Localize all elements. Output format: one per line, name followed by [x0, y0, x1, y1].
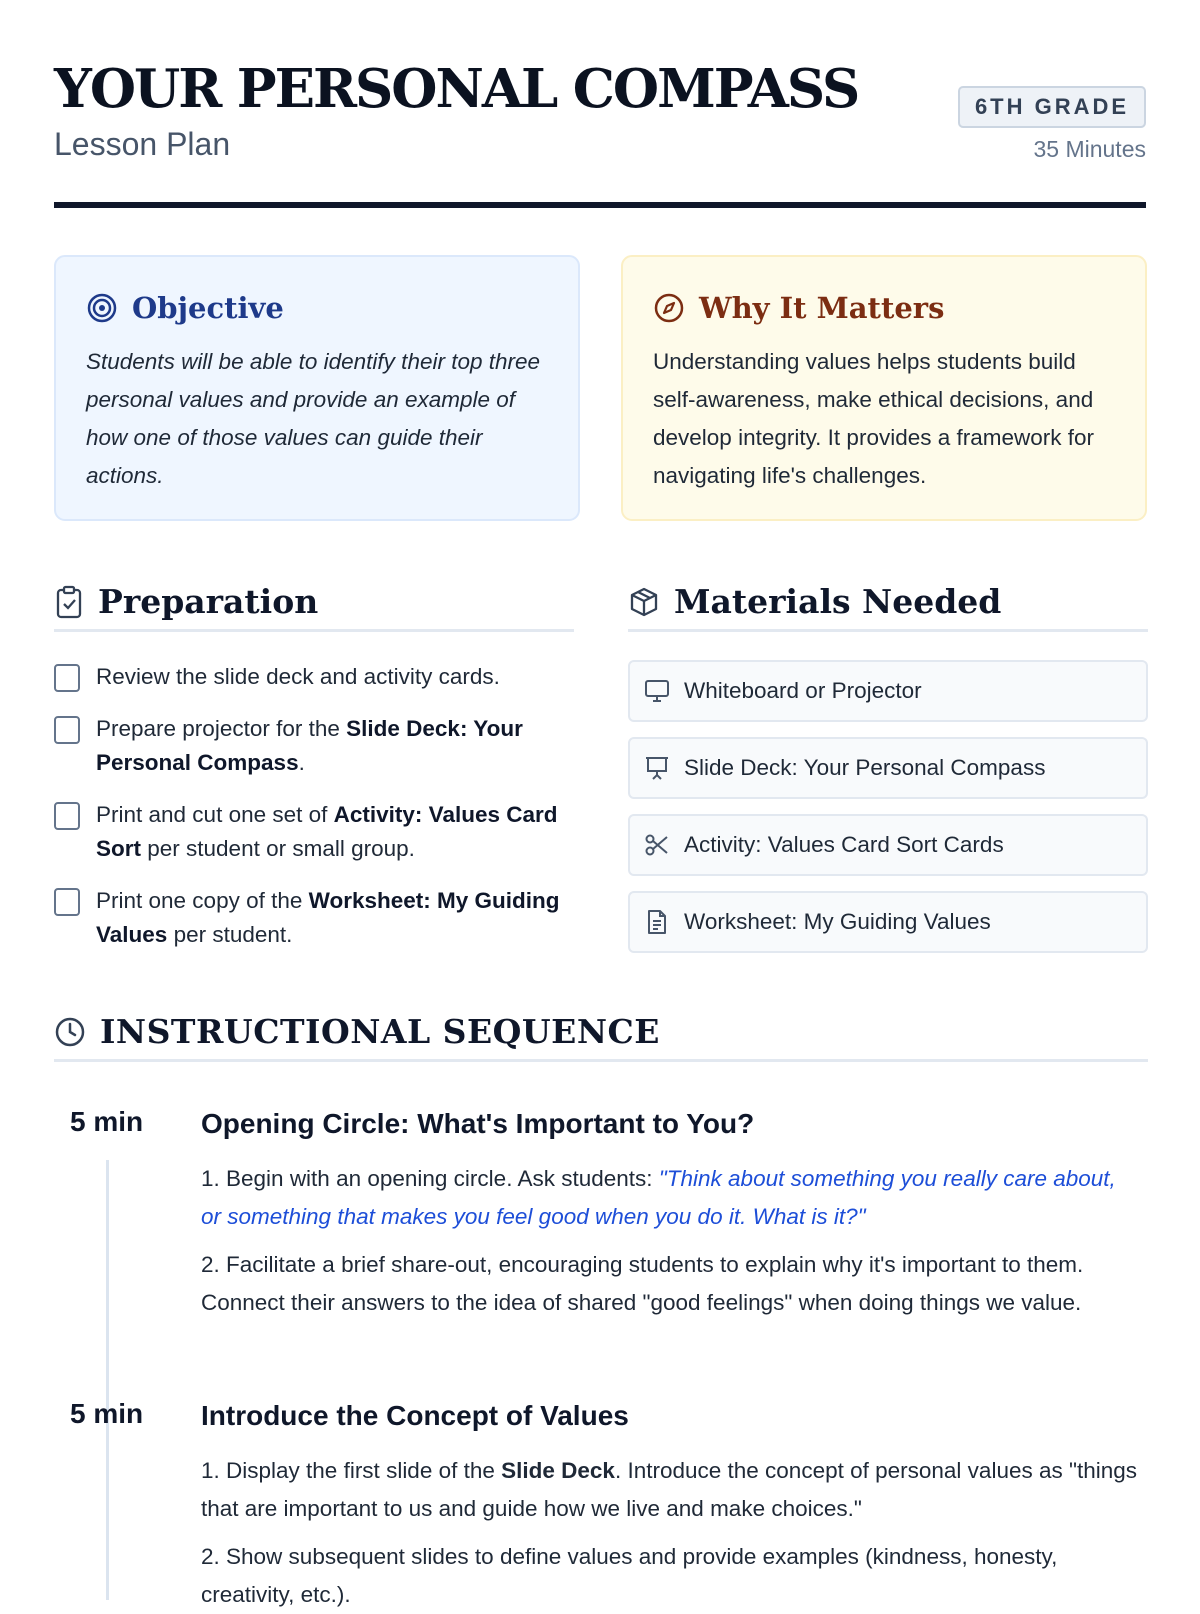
- page-title: YOUR PERSONAL COMPASS: [54, 58, 859, 120]
- prep-item: [54, 884, 574, 952]
- duration-label: 35 Minutes: [1033, 136, 1146, 162]
- why-text: Understanding values helps students build self-awareness, make ethical decisions, and develop integrity. It provides a framework for navigating life's challenges.: [653, 349, 1095, 488]
- document-icon: [644, 909, 670, 935]
- step-paragraph: 1. Display the first slide of the Slide Deck. Introduce the concept of personal values as "things that are important to us and guide how we live and make choices.": [201, 1458, 1138, 1521]
- checkbox[interactable]: [54, 888, 80, 916]
- objective-card: [54, 255, 580, 521]
- material-item: [628, 737, 1148, 799]
- preparation-list: [54, 660, 574, 970]
- prep-item-text: Print one copy of the Worksheet: My Guiding Values per student.: [96, 888, 560, 947]
- prep-item: [54, 660, 574, 694]
- why-it-matters-card: [621, 255, 1147, 521]
- material-item: [628, 660, 1148, 722]
- materials-heading: [628, 574, 1148, 632]
- step-paragraph: 2. Show subsequent slides to define values and provide examples (kindness, honesty, creativity, etc.).: [201, 1544, 1058, 1607]
- material-label: Whiteboard or Projector: [684, 678, 922, 703]
- step-duration: 5 min: [70, 1398, 144, 1429]
- checkbox[interactable]: [54, 716, 80, 744]
- step-title: Introduce the Concept of Values: [201, 1400, 629, 1431]
- material-label: Activity: Values Card Sort Cards: [684, 832, 1004, 857]
- material-label: Worksheet: My Guiding Values: [684, 909, 991, 934]
- step-title: Opening Circle: What's Important to You?: [201, 1108, 755, 1139]
- checkbox[interactable]: [54, 802, 80, 830]
- objective-text: Students will be able to identify their top three personal values and provide an example of how one of those values can guide their actions.: [86, 349, 541, 488]
- materials-list: [628, 660, 1148, 968]
- step-paragraph: 2. Facilitate a brief share-out, encouraging students to explain why it's important to them. Connect their answers to the idea of shared "good feelings" when doing things we value.: [201, 1252, 1084, 1315]
- presentation-icon: [644, 755, 670, 781]
- compass-icon: [653, 292, 685, 324]
- objective-title: Objective: [132, 291, 284, 325]
- box-icon: [628, 586, 660, 618]
- page-subtitle: Lesson Plan: [54, 126, 231, 162]
- preparation-heading: [54, 574, 574, 632]
- step-paragraph: 1. Begin with an opening circle. Ask students: "Think about something you really care about, or something that makes you feel good when you do it. What is it?": [201, 1166, 1116, 1229]
- materials-title: Materials Needed: [674, 582, 1002, 621]
- material-item: [628, 814, 1148, 876]
- preparation-title: Preparation: [98, 582, 319, 621]
- material-item: [628, 891, 1148, 953]
- sequence-heading: [54, 1004, 1148, 1062]
- material-label: Slide Deck: Your Personal Compass: [684, 755, 1046, 780]
- sequence-title: INSTRUCTIONAL SEQUENCE: [100, 1012, 660, 1051]
- why-title: Why It Matters: [699, 291, 945, 325]
- prep-item-text: Prepare projector for the Slide Deck: Your Personal Compass.: [96, 716, 523, 775]
- checkbox[interactable]: [54, 664, 80, 692]
- step-quote: "Think about something you really care about, or something that makes you feel good when you do it. What is it?": [201, 1166, 1116, 1229]
- target-icon: [86, 292, 118, 324]
- monitor-icon: [644, 678, 670, 704]
- prep-item-text: Print and cut one set of Activity: Values Card Sort per student or small group.: [96, 802, 558, 861]
- clock-icon: [54, 1016, 86, 1048]
- timeline-line: [106, 1160, 109, 1600]
- clipboard-check-icon: [54, 585, 84, 619]
- step-duration: 5 min: [70, 1106, 144, 1137]
- prep-item: [54, 712, 574, 780]
- prep-item: [54, 798, 574, 866]
- scissors-icon: [644, 832, 670, 858]
- grade-badge: 6TH GRADE: [958, 86, 1146, 128]
- header: [54, 56, 1146, 208]
- prep-item-text: Review the slide deck and activity cards.: [96, 664, 500, 689]
